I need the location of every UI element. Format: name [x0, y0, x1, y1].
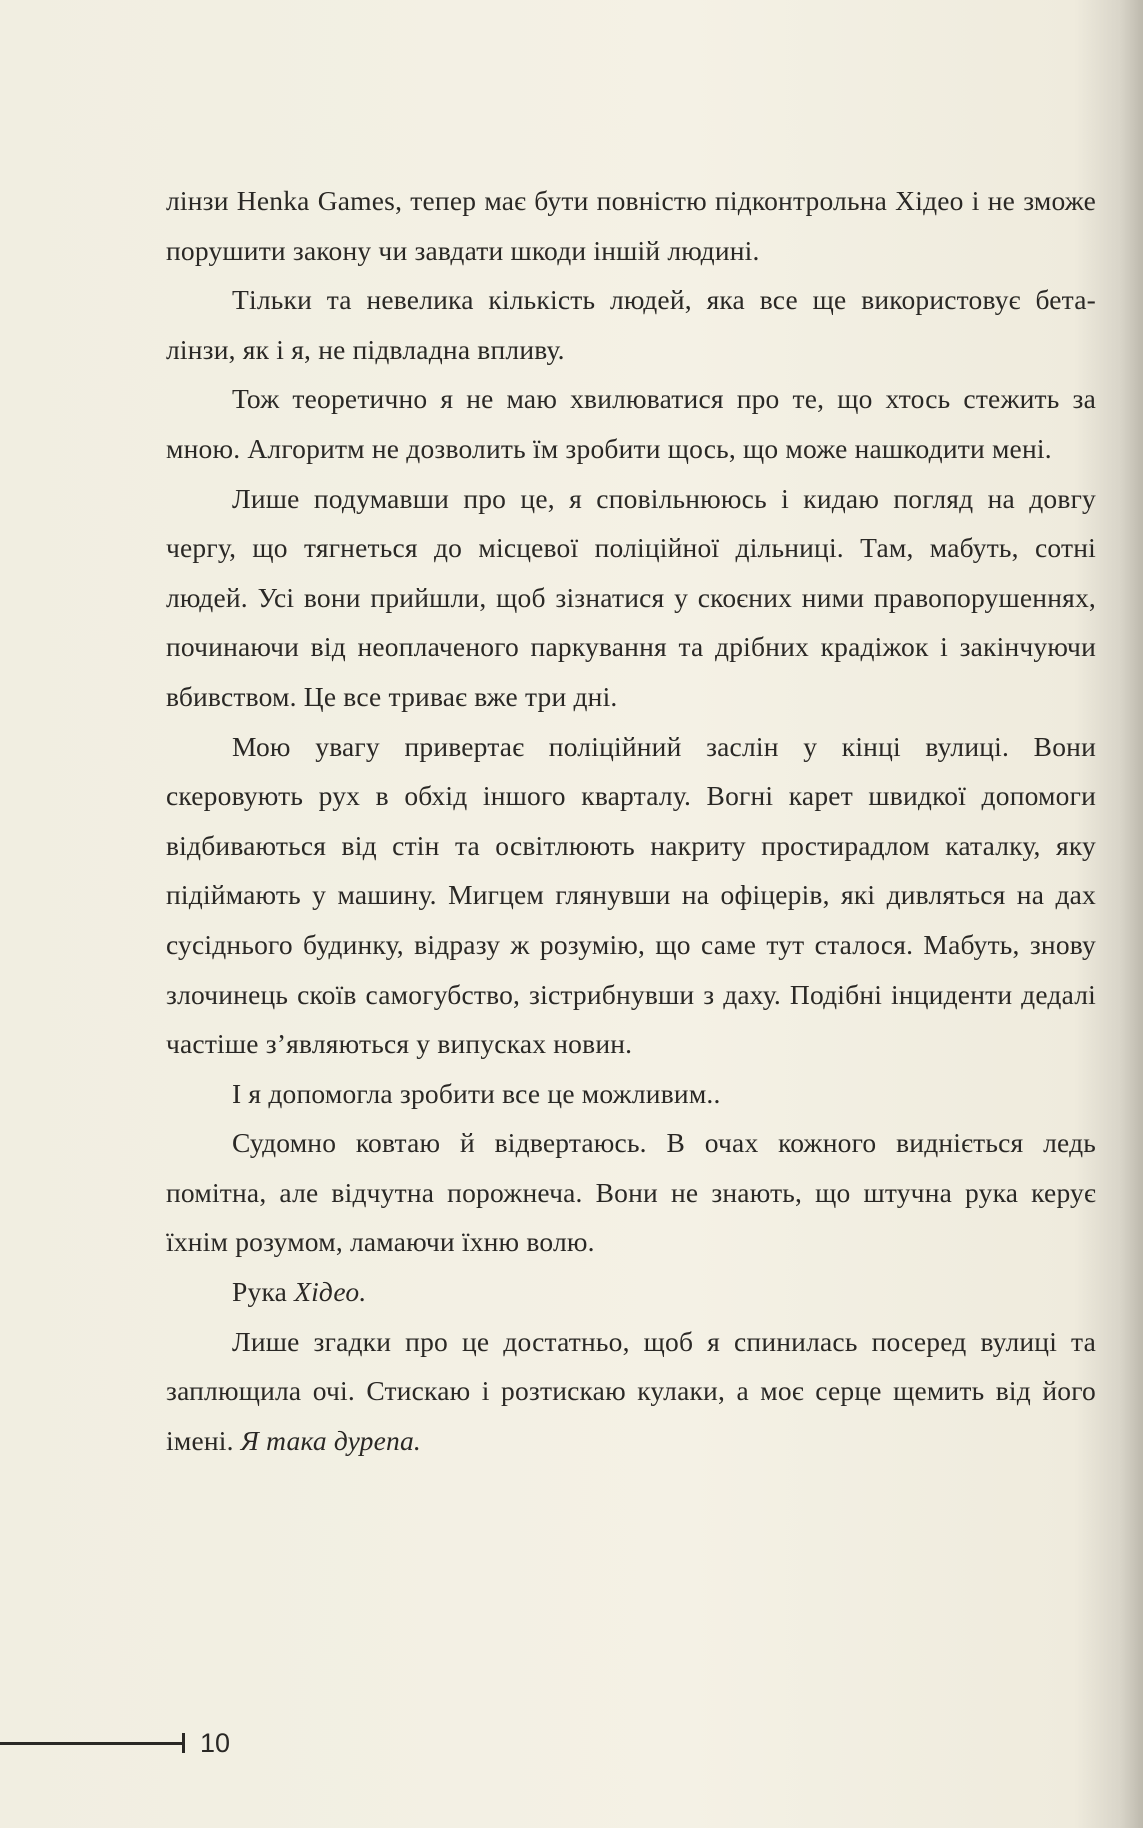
italic-text: Я така дурепа. [240, 1424, 421, 1456]
paragraph [166, 1317, 1096, 1466]
page-number: 10 [200, 1728, 231, 1758]
page-footer [0, 1730, 300, 1760]
paragraph: Тільки та невелика кількість людей, яка все ще використовує бета-лінзи, як і я, не підвладна впливу. [166, 284, 1096, 365]
paragraph: І я допомогла зробити все це можливим.. [232, 1077, 721, 1109]
body-text [166, 176, 1096, 1465]
footer-rule [0, 1742, 182, 1745]
footer-tick [182, 1733, 185, 1753]
paragraph: Тож теоретично я не маю хвилюватися про те, що хтось стежить за мною. Алгоритм не дозволить їм зробити щось, що може нашкодити мені. [166, 383, 1096, 464]
paragraph: Лише подумавши про це, я сповільнююсь і кидаю погляд на довгу чергу, що тягнеться до місцевої поліційної дільниці. Там, мабуть, сотні людей. Усі вони прийшли, щоб зізнатися у скоєних ними правопорушеннях, починаючи від неоплаченого паркування та дрібних крадіжок і закінчуючи вбивством. Це все триває вже три дні. [166, 482, 1096, 712]
paragraph-text: Лише згадки про це достатньо, щоб я спинилась посеред вулиці та заплющила очі. Стискаю і розтискаю кулаки, а моє серце щемить від його імені. [166, 1325, 1096, 1456]
paragraph: Мою увагу привертає поліційний заслін у кінці вулиці. Вони скеровують рух в обхід іншого кварталу. Вогні карет швидкої допомоги відбиваються від стін та освітлюють накриту простирадлом каталку, яку підіймають у машину. Мигцем глянувши на офіцерів, які дивляться на дах сусіднього будинку, відразу ж розумію, що саме тут сталося. Мабуть, знову злочинець скоїв самогубство, зістрибнувши з даху. Подібні інциденти дедалі частіше з’являються у випусках новин. [166, 730, 1096, 1060]
paragraph-text: Рука [232, 1276, 295, 1308]
paragraph [166, 1267, 1096, 1317]
paragraph: лінзи Henka Games, тепер має бути повністю підконтрольна Хідео і не зможе порушити закону чи завдати шкоди іншій людині. [166, 185, 1096, 266]
italic-text: Хідео. [294, 1276, 367, 1308]
paragraph: Судомно ковтаю й відвертаюсь. В очах кожного видніється ледь помітна, але відчутна порожнеча. Вони не знають, що штучна рука керує їхнім розумом, ламаючи їхню волю. [166, 1127, 1096, 1258]
